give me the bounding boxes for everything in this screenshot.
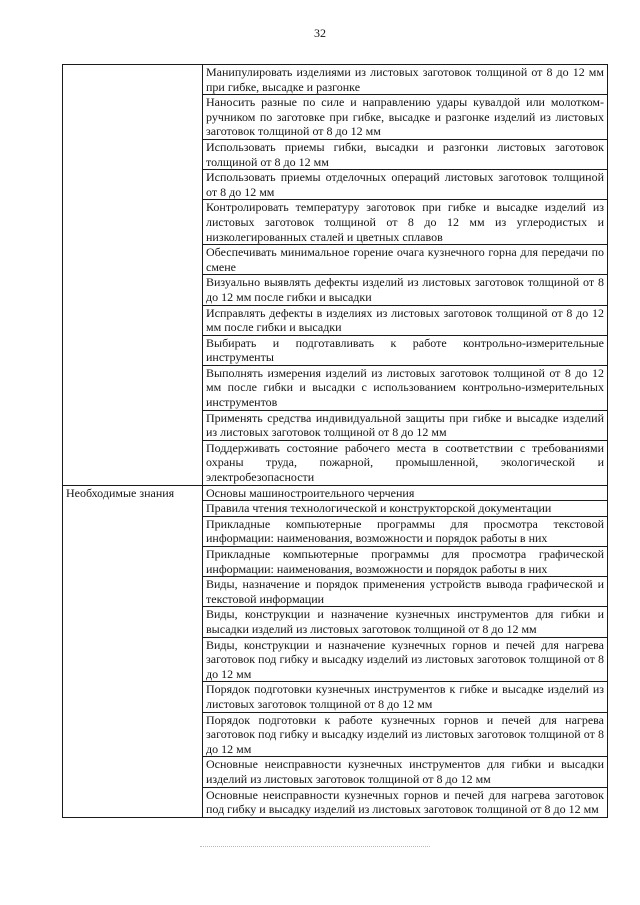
knowledge-item: Прикладные компьютерные программы для просмотра графической информации: наименования, возможности и порядок работы в них — [203, 547, 608, 577]
knowledge-item: Виды, конструкции и назначение кузнечных инструментов для гибки и высадки изделий из листовых заготовок толщиной от 8 до 12 мм — [203, 607, 608, 637]
requirements-table — [62, 64, 608, 818]
knowledge-item: Порядок подготовки к работе кузнечных горнов и печей для нагрева заготовок под гибку и высадку изделий из листовых заготовок толщиной от 8 до 12 мм — [203, 712, 608, 757]
skills-item: Исправлять дефекты в изделиях из листовых заготовок толщиной от 8 до 12 мм после гибки и высадки — [203, 305, 608, 335]
knowledge-item: Основные неисправности кузнечных горнов и печей для нагрева заготовок под гибку и высадку изделий из листовых заготовок толщиной от 8 до 12 мм — [203, 787, 608, 817]
knowledge-item: Правила чтения технологической и конструкторской документации — [203, 501, 608, 517]
skills-item: Выбирать и подготавливать к работе контрольно-измерительные инструменты — [203, 335, 608, 365]
page-number: 32 — [314, 26, 326, 40]
knowledge-section-label: Необходимые знания — [63, 485, 203, 817]
skills-item: Манипулировать изделиями из листовых заготовок толщиной от 8 до 12 мм при гибке, высадке и разгонке — [203, 65, 608, 95]
skills-item: Использовать приемы отделочных операций листовых заготовок толщиной от 8 до 12 мм — [203, 170, 608, 200]
skills-item: Контролировать температуру заготовок при гибке и высадке изделий из листовых заготовок толщиной от 8 до 12 мм из углеродистых и низколегированных сталей и цветных сплавов — [203, 200, 608, 245]
skills-item: Использовать приемы гибки, высадки и разгонки листовых заготовок толщиной от 8 до 12 мм — [203, 139, 608, 169]
knowledge-item: Виды, конструкции и назначение кузнечных горнов и печей для нагрева заготовок под гибку и высадку изделий из листовых заготовок толщиной от 8 до 12 мм — [203, 637, 608, 682]
skills-item: Применять средства индивидуальной защиты при гибке и высадке изделий из листовых заготовок толщиной от 8 до 12 мм — [203, 410, 608, 440]
skills-item: Поддерживать состояние рабочего места в соответствии с требованиями охраны труда, пожарной, промышленной, экологической и электробезопасности — [203, 440, 608, 485]
knowledge-item: Основы машиностроительного черчения — [203, 485, 608, 501]
scan-artifact-line — [200, 846, 430, 847]
skills-item: Наносить разные по силе и направлению удары кувалдой или молотком-ручником по заготовке при гибке, высадке и разгонке изделий из листовых заготовок толщиной от 8 до 12 мм — [203, 95, 608, 140]
requirements-table-body — [63, 65, 608, 818]
knowledge-item: Виды, назначение и порядок применения устройств вывода графической и текстовой информации — [203, 577, 608, 607]
skills-item: Визуально выявлять дефекты изделий из листовых заготовок толщиной от 8 до 12 мм после гибки и высадки — [203, 275, 608, 305]
skills-item: Обеспечивать минимальное горение очага кузнечного горна для передачи по смене — [203, 245, 608, 275]
skills-section-label — [63, 65, 203, 486]
knowledge-item: Прикладные компьютерные программы для просмотра текстовой информации: наименования, возможности и порядок работы в них — [203, 516, 608, 546]
skills-item: Выполнять измерения изделий из листовых заготовок толщиной от 8 до 12 мм после гибки и высадки с использованием контрольно-измерительных инструментов — [203, 365, 608, 410]
skills-row — [63, 65, 608, 95]
knowledge-row — [63, 485, 608, 501]
knowledge-item: Порядок подготовки кузнечных инструментов к гибке и высадке изделий из листовых заготовок толщиной от 8 до 12 мм — [203, 682, 608, 712]
knowledge-item: Основные неисправности кузнечных инструментов для гибки и высадки изделий из листовых заготовок толщиной от 8 до 12 мм — [203, 757, 608, 787]
